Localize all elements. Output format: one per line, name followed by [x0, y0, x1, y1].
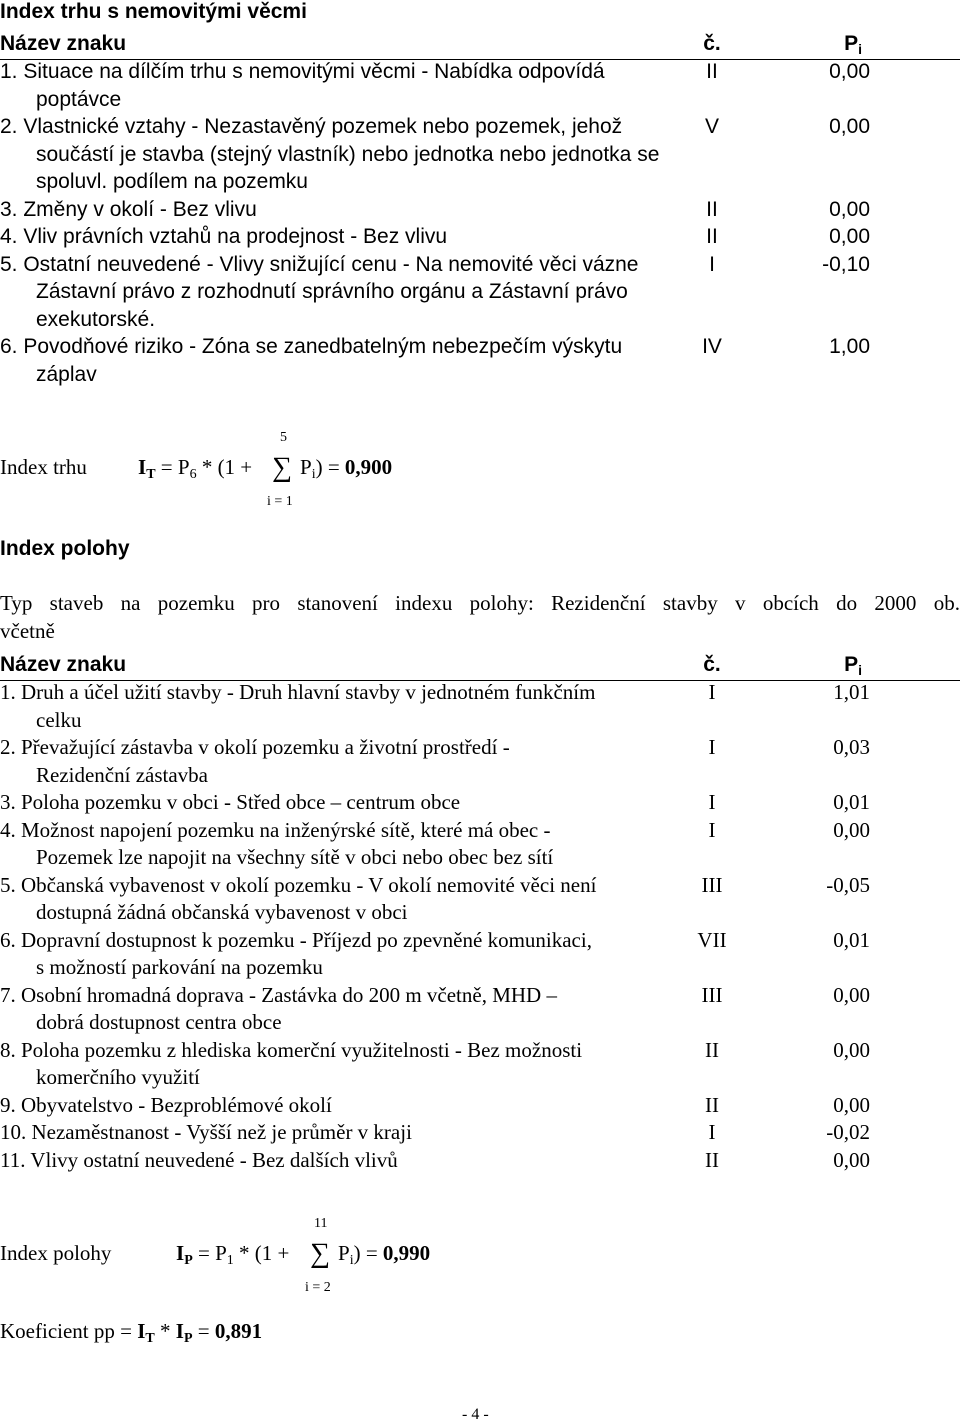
- page-number: - 4 -: [462, 1406, 489, 1423]
- header-p: $P_i$: [844, 653, 862, 678]
- row-name-line: poptávce: [36, 87, 122, 111]
- section-title: Index polohy: [0, 537, 130, 560]
- row-value: 0,00: [833, 982, 870, 1007]
- typ-staveb: Typ staveb na pozemku pro stanovení indexu polohy: Rezidenční stavby v obcích do 2000 ob. včetně: [0, 591, 960, 643]
- row-value: 1,01: [833, 680, 870, 704]
- row-name: [0, 58, 680, 113]
- row-name-line: 5. Občanská vybavenost v okolí pozemku - V okolí nemovité věci není: [0, 872, 597, 897]
- formula-label: Index trhu: [0, 455, 87, 479]
- row-value: 0,00: [829, 60, 870, 83]
- formula-index-polohy: $I_P = P_1 * (1$ +: [176, 1241, 290, 1268]
- koeficient-result: 0,891: [214, 1319, 263, 1343]
- row-num: II: [706, 60, 718, 83]
- row-name-line: Rezidenční zástavba: [36, 762, 208, 787]
- sum-lower-limit: i = 2: [305, 1280, 331, 1295]
- row-name-line: 8. Poloha pozemku z hlediska komerční využitelnosti - Bez možnosti: [0, 1037, 583, 1062]
- row-name: [0, 223, 680, 251]
- header-num: č.: [703, 653, 721, 676]
- row-name-line: Pozemek lze napojit na všechny sítě v obci nebo obec bez sítí: [36, 845, 554, 869]
- row-name: [0, 789, 690, 817]
- row-name: [0, 1147, 690, 1175]
- row-name: [0, 113, 680, 196]
- row-name: [0, 982, 690, 1037]
- row-name-line: 3. Změny v okolí - Bez vlivu: [0, 197, 257, 221]
- row-num: V: [704, 115, 719, 138]
- section-title: Index trhu s nemovitými věcmi: [0, 0, 307, 23]
- koeficient-line: Koeficient pp = $I_T * I_P = 0,891$: [0, 1319, 263, 1346]
- row-num: II: [705, 1147, 719, 1172]
- formula-label: Index polohy: [0, 1241, 112, 1265]
- row-name: [0, 333, 680, 388]
- row-name: [0, 251, 680, 334]
- row-value: 0,00: [833, 1037, 870, 1062]
- row-name-line: 11. Vlivy ostatní neuvedené - Bez dalších vlivů: [0, 1147, 398, 1172]
- row-name: [0, 927, 690, 982]
- row-num: I: [709, 252, 715, 276]
- row-num: IV: [702, 335, 722, 358]
- row-name-line: 5. Ostatní neuvedené - Vlivy snižující cenu - Na nemovité věci vázne: [0, 252, 639, 276]
- row-name-line: 7. Osobní hromadná doprava - Zastávka do 200 m včetně, MHD –: [0, 982, 557, 1007]
- row-value: -0,10: [822, 252, 870, 276]
- formula-sum-term: $P_i) = 0,990$: [338, 1241, 431, 1268]
- table-header: [0, 651, 960, 679]
- formula-sum-term: $P_i) = 0,900$: [300, 455, 393, 482]
- row-name-line: 2. Převažující zástavba v okolí pozemku a životní prostředí -: [0, 735, 510, 759]
- header-name: Název znaku: [0, 653, 127, 676]
- row-num: VII: [697, 927, 727, 952]
- row-name-line: 4. Možnost napojení pozemku na inženýrské sítě, které má obec -: [0, 817, 551, 842]
- row-name-line: 9. Obyvatelstvo - Bezproblémové okolí: [0, 1092, 332, 1117]
- sum-lower-limit: i = 1: [267, 494, 293, 509]
- row-num: III: [701, 872, 723, 897]
- row-name-line: 3. Poloha pozemku v obci - Střed obce – centrum obce: [0, 790, 461, 814]
- row-name-line: 2. Vlastnické vztahy - Nezastavěný pozemek nebo pozemek, jehož: [0, 115, 623, 138]
- row-name: [0, 872, 690, 927]
- row-name-line: 4. Vliv právních vztahů na prodejnost - Bez vlivu: [0, 225, 448, 248]
- row-num: I: [708, 735, 716, 759]
- row-value: -0,02: [826, 1120, 870, 1144]
- row-name-line: dostupná žádná občanská vybavenost v obci: [36, 900, 408, 924]
- row-name: [0, 734, 690, 789]
- row-value: 0,00: [829, 225, 870, 248]
- row-num: I: [708, 1120, 716, 1144]
- header-p: $P_i$: [844, 32, 862, 57]
- row-num: I: [708, 817, 716, 842]
- row-name-line: součástí je stavba (stejný vlastník) nebo jednotka nebo jednotka se: [36, 142, 660, 166]
- formula-result: 0,900: [344, 455, 393, 479]
- header-num: č.: [703, 32, 721, 55]
- row-name: [0, 1119, 690, 1147]
- row-name: [0, 1092, 690, 1120]
- row-value: 0,01: [833, 790, 870, 814]
- row-value: 0,00: [833, 1147, 870, 1172]
- row-value: -0,05: [826, 872, 870, 897]
- row-name-line: 6. Dopravní dostupnost k pozemku - Příjezd po zpevněné komunikaci,: [0, 927, 592, 952]
- row-value: 1,00: [829, 335, 870, 358]
- row-num: I: [708, 680, 716, 704]
- table-header: [0, 30, 960, 58]
- row-num: II: [705, 1037, 719, 1062]
- row-name-line: celku: [36, 707, 82, 732]
- row-num: III: [701, 982, 723, 1007]
- header-name: Název znaku: [0, 32, 127, 55]
- row-num: II: [706, 225, 718, 248]
- row-name-line: 10. Nezaměstnanost - Vyšší než je průměr v kraji: [0, 1120, 412, 1144]
- row-value: 0,00: [833, 817, 870, 842]
- row-value: 0,00: [833, 1092, 870, 1117]
- formula-index-trhu: $I_T = P_6 * (1$ +: [138, 455, 253, 482]
- row-name-line: komerčního využití: [36, 1065, 200, 1089]
- sigma-icon: ∑: [310, 1238, 330, 1269]
- sum-upper-limit: 5: [280, 430, 287, 445]
- row-name: [0, 679, 690, 734]
- row-value: 0,01: [833, 927, 870, 952]
- row-value: 0,00: [829, 197, 870, 221]
- formula-result: 0,990: [382, 1241, 431, 1265]
- row-name: [0, 1037, 690, 1092]
- row-name-line: Zástavní právo z rozhodnutí správního orgánu a Zástavní právo: [36, 280, 628, 303]
- row-name-line: 6. Povodňové riziko - Zóna se zanedbatelným nebezpečím výskytu: [0, 335, 623, 358]
- row-value: 0,00: [829, 115, 870, 138]
- row-name: [0, 817, 690, 872]
- row-num: II: [705, 1092, 719, 1117]
- row-name-line: spoluvl. podílem na pozemku: [36, 170, 308, 193]
- row-name-line: exekutorské.: [36, 307, 156, 331]
- sum-upper-limit: 11: [314, 1216, 328, 1231]
- row-name-line: dobrá dostupnost centra obce: [36, 1010, 282, 1034]
- row-name-line: záplav: [36, 362, 97, 386]
- row-name-line: s možností parkování na pozemku: [36, 955, 323, 979]
- row-name: [0, 196, 680, 224]
- row-name-line: 1. Druh a účel užití stavby - Druh hlavní stavby v jednotném funkčním: [0, 680, 596, 704]
- row-num: II: [706, 197, 718, 221]
- row-num: I: [708, 790, 716, 814]
- row-value: 0,03: [833, 735, 870, 759]
- sigma-icon: ∑: [272, 452, 292, 483]
- row-name-line: 1. Situace na dílčím trhu s nemovitými věcmi - Nabídka odpovídá: [0, 60, 605, 83]
